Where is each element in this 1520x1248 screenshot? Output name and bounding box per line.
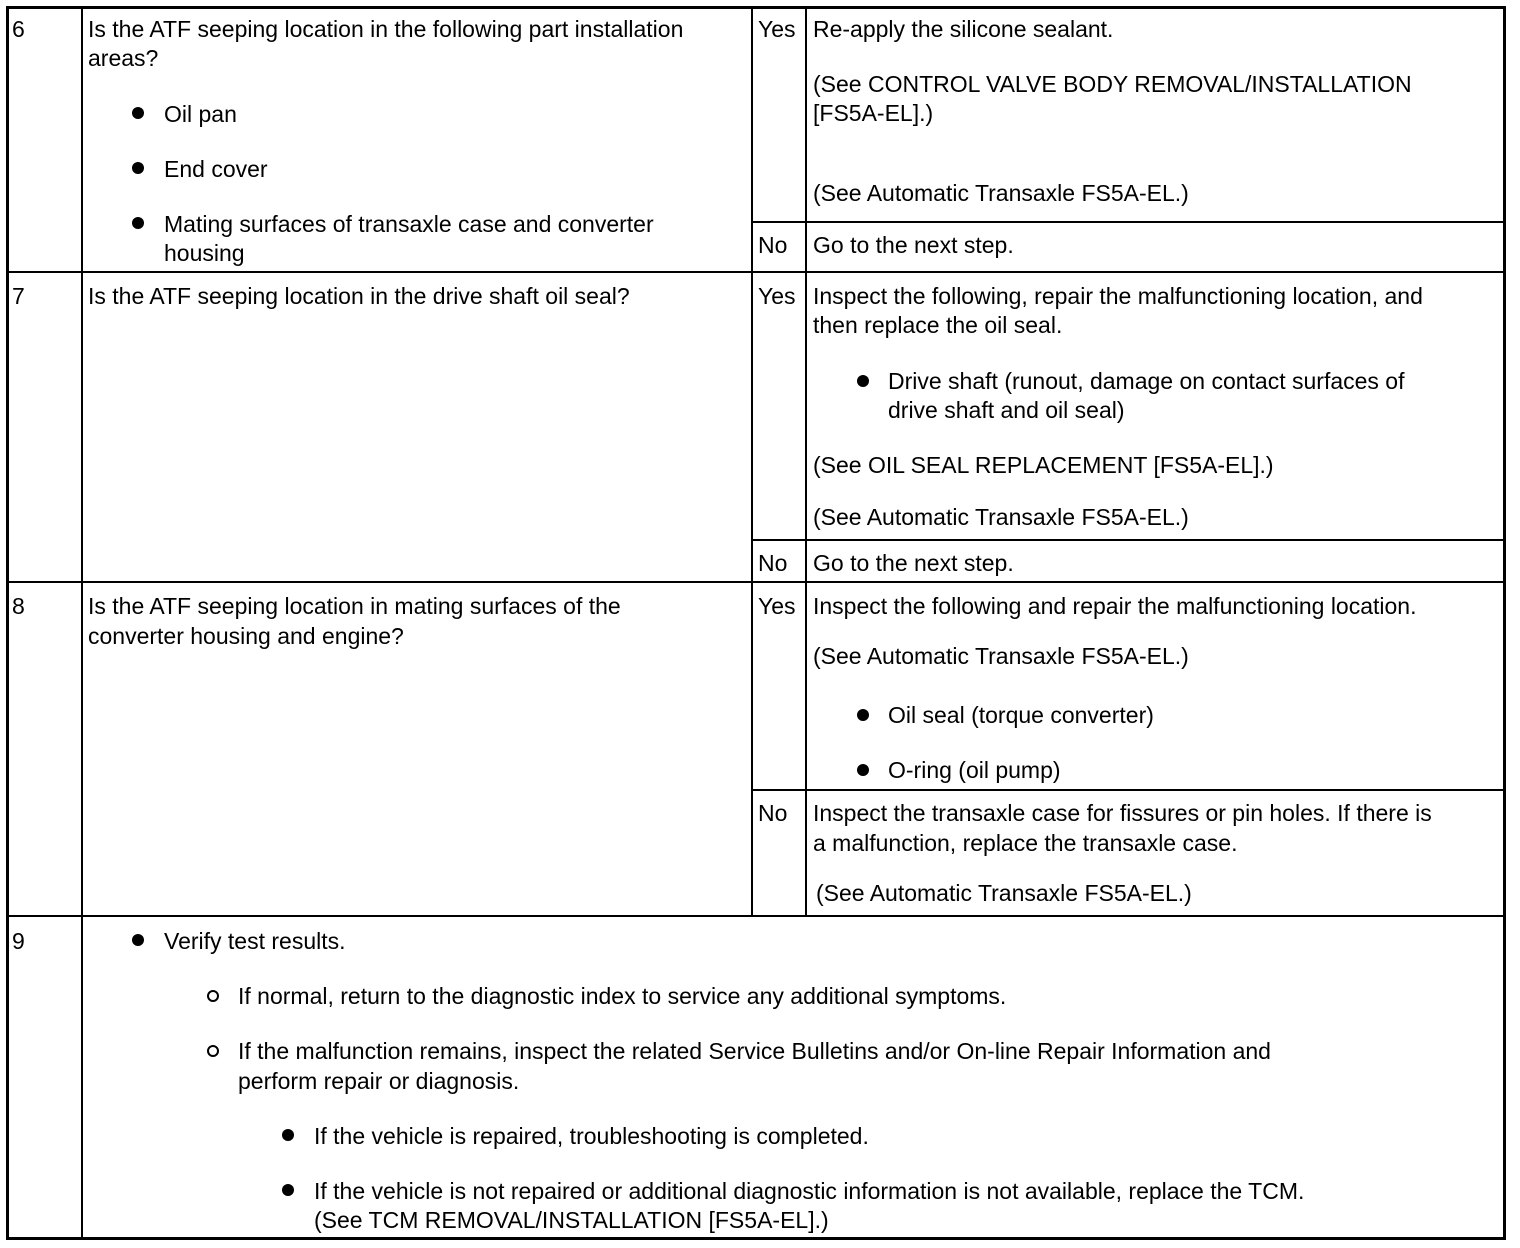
bullet-icon [857,764,869,776]
question-line: converter housing and engine? [88,623,404,649]
bullet-text: Mating surfaces of transaxle case and converter [164,211,654,237]
yes-no-divider [752,539,1504,541]
yes-no-divider [752,789,1504,791]
nested-bullet-text: If the vehicle is repaired, troubleshooting is completed. [314,1123,869,1149]
column-divider [81,8,83,1238]
bullet-text: Verify test results. [164,928,346,954]
bullet-text: O-ring (oil pump) [888,757,1061,783]
bullet-text: End cover [164,156,268,182]
action-text: Inspect the transaxle case for fissures or pin holes. If there is [813,800,1432,826]
sub-bullet-icon [207,1045,219,1057]
yes-no-divider [752,221,1504,223]
yes-label: Yes [758,283,796,309]
step-number: 9 [12,928,25,954]
bullet-text: drive shaft and oil seal) [888,397,1125,423]
action-text: (See CONTROL VALVE BODY REMOVAL/INSTALLATION [813,71,1412,97]
bullet-icon [132,934,144,946]
bullet-text: Oil pan [164,101,237,127]
row-divider [8,915,1504,917]
action-text: (See Automatic Transaxle FS5A-EL.) [816,880,1192,906]
action-text: (See Automatic Transaxle FS5A-EL.) [813,504,1189,530]
sub-bullet-text: If the malfunction remains, inspect the related Service Bulletins and/or On-line Repair Information and [238,1038,1271,1064]
row-divider [8,271,1504,273]
sub-bullet-icon [207,990,219,1002]
action-text: Re-apply the silicone sealant. [813,16,1114,42]
sub-bullet-text: If normal, return to the diagnostic index to service any additional symptoms. [238,983,1007,1009]
question-line: Is the ATF seeping location in the following part installation [88,16,684,42]
column-divider [751,8,753,917]
bullet-icon [857,709,869,721]
yes-label: Yes [758,593,796,619]
action-text: (See Automatic Transaxle FS5A-EL.) [813,180,1189,206]
bullet-icon [282,1129,294,1141]
action-text: (See Automatic Transaxle FS5A-EL.) [813,643,1189,669]
action-text: [FS5A-EL].) [813,100,934,126]
question-line: areas? [88,45,159,71]
question-line: Is the ATF seeping location in the drive shaft oil seal? [88,283,630,309]
column-divider [805,8,807,917]
no-label: No [758,232,788,258]
nested-bullet-text: If the vehicle is not repaired or additional diagnostic information is not available, replace the TCM. [314,1178,1305,1204]
action-text: Go to the next step. [813,550,1014,576]
bullet-text: Oil seal (torque converter) [888,702,1154,728]
sub-bullet-text: perform repair or diagnosis. [238,1068,520,1094]
bullet-icon [282,1184,294,1196]
bullet-icon [132,217,144,229]
action-text: (See OIL SEAL REPLACEMENT [FS5A-EL].) [813,452,1274,478]
action-text: Inspect the following, repair the malfunctioning location, and [813,283,1423,309]
row-divider [8,581,1504,583]
bullet-icon [132,107,144,119]
nested-bullet-text: (See TCM REMOVAL/INSTALLATION [FS5A-EL].) [314,1207,829,1233]
question-line: Is the ATF seeping location in mating surfaces of the [88,593,621,619]
bullet-icon [132,162,144,174]
action-text: Go to the next step. [813,232,1014,258]
action-text: Inspect the following and repair the malfunctioning location. [813,593,1417,619]
step-number: 8 [12,593,25,619]
no-label: No [758,800,788,826]
step-number: 7 [12,283,25,309]
step-number: 6 [12,16,25,42]
no-label: No [758,550,788,576]
bullet-text: housing [164,240,245,266]
action-text: then replace the oil seal. [813,312,1063,338]
yes-label: Yes [758,16,796,42]
bullet-icon [857,375,869,387]
action-text: a malfunction, replace the transaxle case. [813,830,1238,856]
bullet-text: Drive shaft (runout, damage on contact surfaces of [888,368,1405,394]
